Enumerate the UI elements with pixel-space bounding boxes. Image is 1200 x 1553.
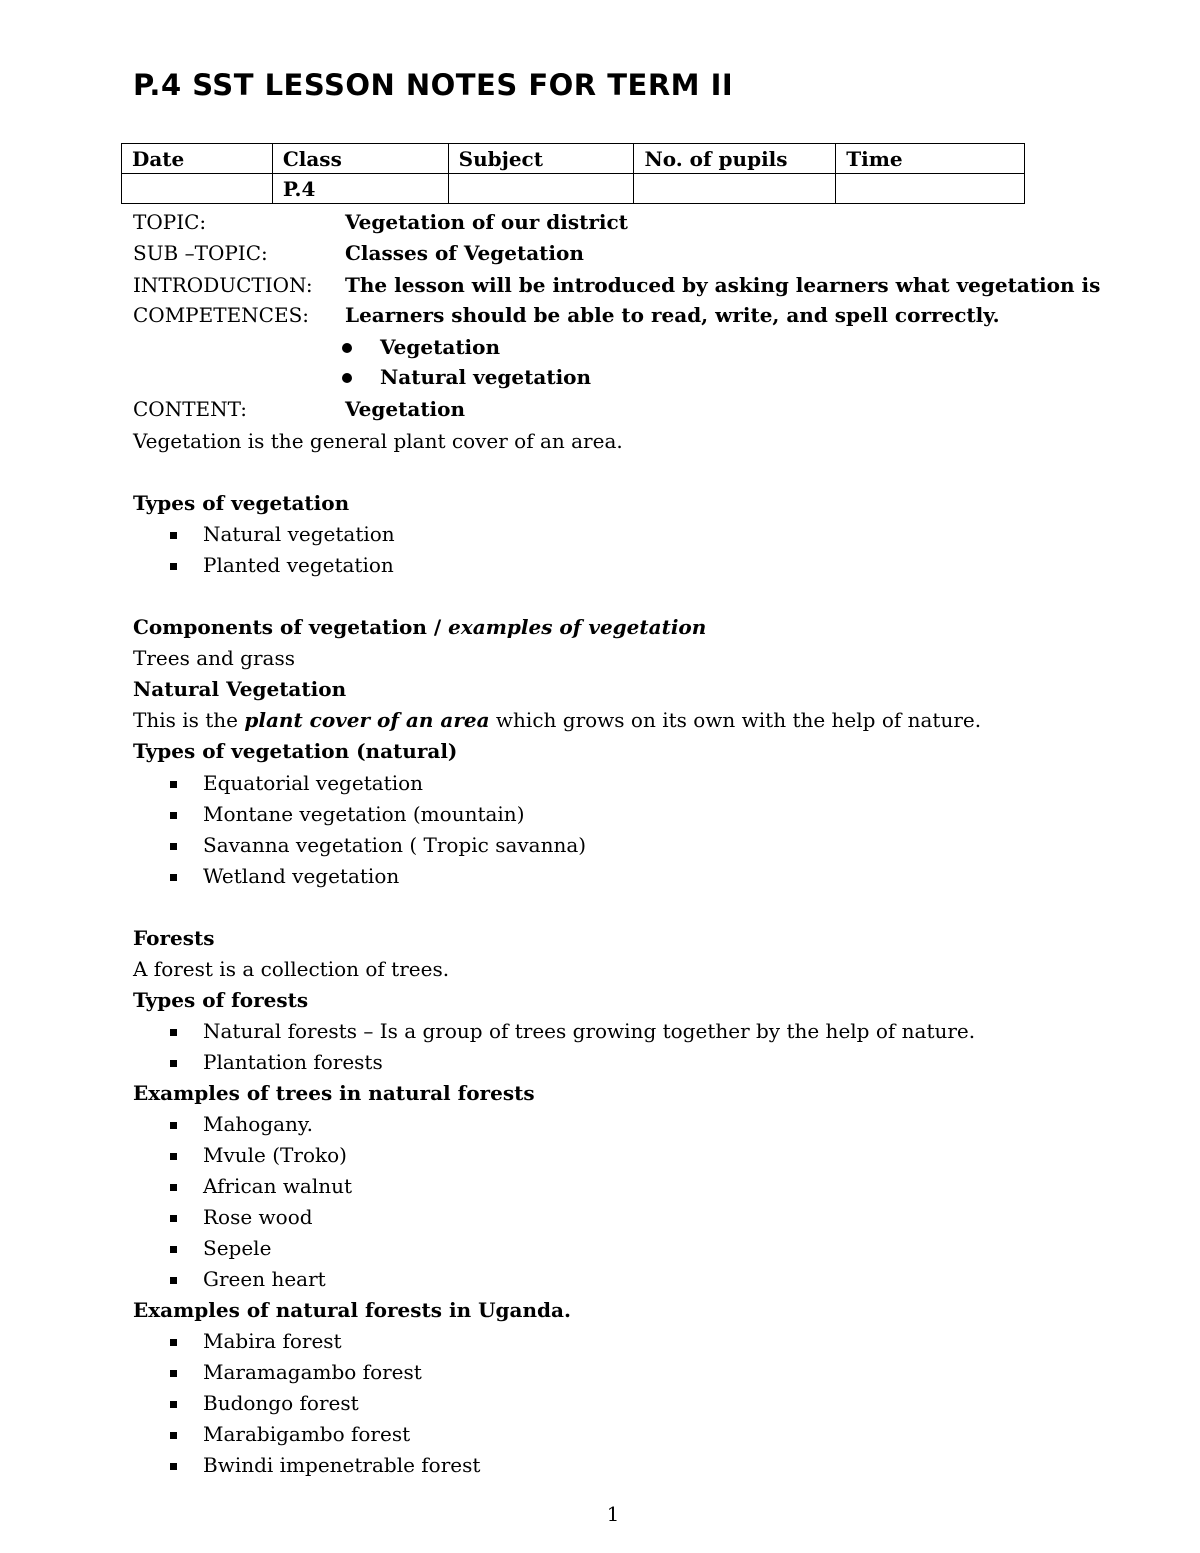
list-item: Marabigambo forest: [203, 1422, 411, 1446]
bullet-icon: [170, 1463, 177, 1470]
bullet-icon: [170, 1370, 177, 1377]
bullet-icon: [170, 1029, 177, 1036]
bullet-icon: [170, 874, 177, 881]
components-heading-text: Components of vegetation /: [133, 615, 449, 639]
bullet-icon: [170, 1184, 177, 1191]
list-item: Mvule (Troko): [203, 1143, 347, 1167]
list-item: Green heart: [203, 1267, 326, 1291]
table-cell: [634, 174, 836, 204]
natural-text: [133, 706, 981, 734]
content-label: CONTENT:: [133, 397, 248, 421]
list-item: Montane vegetation (mountain): [203, 802, 525, 826]
table-cell: [122, 174, 273, 204]
trees-heading: Examples of trees in natural forests: [133, 1081, 535, 1105]
bullet-icon: [170, 1246, 177, 1253]
list-item: Sepele: [203, 1236, 272, 1260]
topic-label: TOPIC:: [133, 210, 207, 234]
list-item: Mabira forest: [203, 1329, 342, 1353]
list-item: Natural forests – Is a group of trees growing together by the help of nature.: [203, 1019, 976, 1043]
list-item: Equatorial vegetation: [203, 771, 424, 795]
table-header-cell: No. of pupils: [634, 144, 836, 174]
bullet-icon: [170, 843, 177, 850]
bullet-icon: [170, 1401, 177, 1408]
list-item: Savanna vegetation ( Tropic savanna): [203, 833, 587, 857]
bullet-icon: [170, 1122, 177, 1129]
subtopic-value: Classes of Vegetation: [345, 241, 584, 265]
bullet-icon: [170, 1339, 177, 1346]
bullet-icon: [170, 563, 177, 570]
forest-types-heading: Types of forests: [133, 988, 309, 1012]
uganda-heading: Examples of natural forests in Uganda.: [133, 1298, 571, 1322]
natural-text-post: which grows on its own with the help of nature.: [489, 708, 982, 732]
bullet-icon: [170, 781, 177, 788]
definition-text: Vegetation is the general plant cover of an area.: [133, 429, 623, 453]
bullet-icon: [170, 1153, 177, 1160]
list-item: Bwindi impenetrable forest: [203, 1453, 481, 1477]
competence-item: Vegetation: [380, 335, 501, 359]
natural-heading: Natural Vegetation: [133, 677, 347, 701]
introduction-label: INTRODUCTION:: [133, 273, 313, 297]
page-title: P.4 SST LESSON NOTES FOR TERM II: [133, 68, 734, 102]
list-item: Mahogany.: [203, 1112, 313, 1136]
table-header-cell: Class: [272, 144, 448, 174]
table-header-cell: Time: [836, 144, 1025, 174]
table-row: [122, 174, 1025, 204]
list-item: African walnut: [203, 1174, 353, 1198]
bullet-icon: [170, 812, 177, 819]
components-text: Trees and grass: [133, 646, 295, 670]
bullet-icon: [342, 373, 352, 383]
competences-label: COMPETENCES:: [133, 303, 310, 327]
list-item: Rose wood: [203, 1205, 313, 1229]
table-header-cell: Date: [122, 144, 273, 174]
bullet-icon: [170, 1277, 177, 1284]
subtopic-label: SUB –TOPIC:: [133, 241, 268, 265]
components-heading-italic: examples of vegetation: [448, 615, 707, 639]
bullet-icon: [342, 343, 352, 353]
natural-text-pre: This is the: [133, 708, 245, 732]
topic-value: Vegetation of our district: [345, 210, 628, 234]
lesson-info-table: [121, 143, 1025, 204]
list-item: Planted vegetation: [203, 553, 394, 577]
types-heading: Types of vegetation: [133, 491, 350, 515]
natural-types-heading: Types of vegetation (natural): [133, 739, 458, 763]
list-item: Plantation forests: [203, 1050, 383, 1074]
bullet-icon: [170, 1215, 177, 1222]
list-item: Maramagambo forest: [203, 1360, 422, 1384]
bullet-icon: [170, 1432, 177, 1439]
components-heading: [133, 613, 706, 641]
list-item: Wetland vegetation: [203, 864, 400, 888]
content-value: Vegetation: [345, 397, 466, 421]
introduction-value: The lesson will be introduced by asking learners what vegetation is: [345, 273, 1101, 297]
competence-item: Natural vegetation: [380, 365, 592, 389]
table-header-row: [122, 144, 1025, 174]
table-cell: [836, 174, 1025, 204]
table-cell: [448, 174, 634, 204]
natural-text-emphasis: plant cover of an area: [244, 708, 490, 732]
bullet-icon: [170, 1060, 177, 1067]
bullet-icon: [170, 532, 177, 539]
page-number: 1: [606, 1502, 620, 1526]
list-item: Natural vegetation: [203, 522, 395, 546]
competences-value: Learners should be able to read, write, and spell correctly.: [345, 303, 1000, 327]
table-header-cell: Subject: [448, 144, 634, 174]
list-item: Budongo forest: [203, 1391, 359, 1415]
table-cell: P.4: [272, 174, 448, 204]
forests-heading: Forests: [133, 926, 215, 950]
forests-text: A forest is a collection of trees.: [133, 957, 450, 981]
